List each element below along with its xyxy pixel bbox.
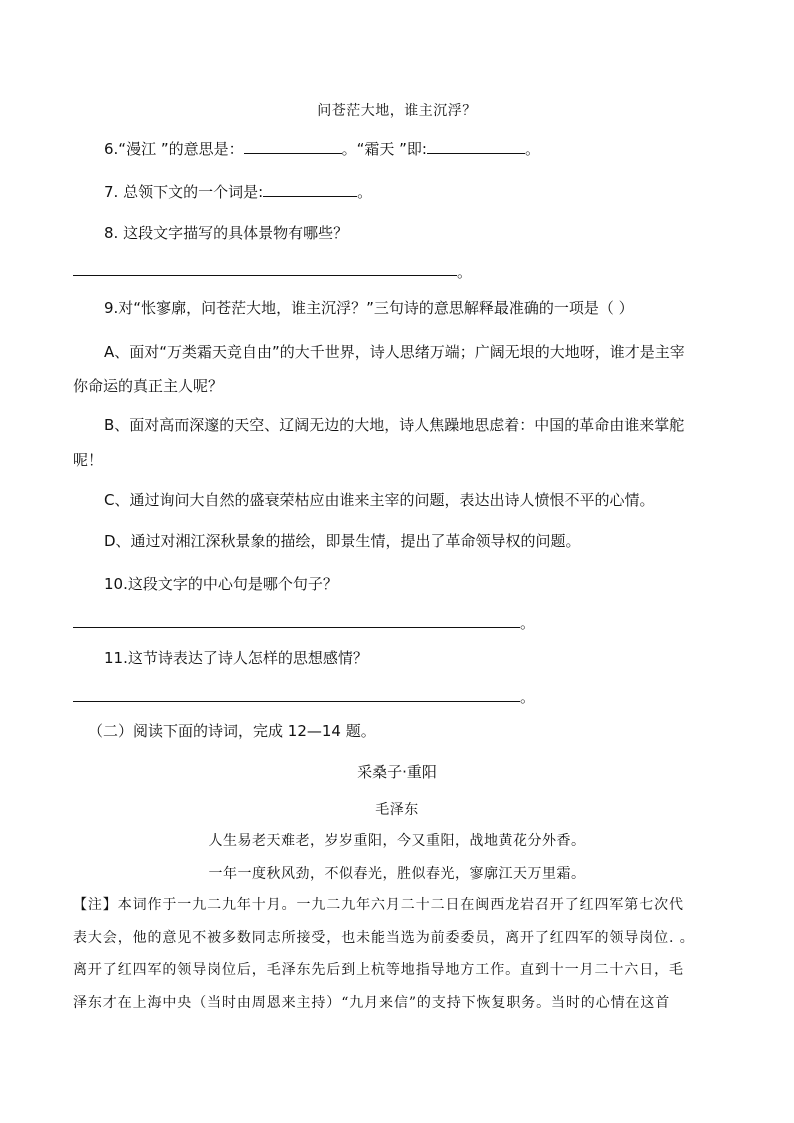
question-9: 9.对“怅寥廓，问苍茫大地，谁主沉浮？”三句诗的意思解释最准确的一项是（ ） <box>104 299 634 317</box>
poem-title: 采桑子·重阳 <box>357 763 437 781</box>
note-line-1: 【注】本词作于一九二九年十月。一九二九年六月二十二日在闽西龙岩召开了红四军第七次代 <box>73 897 684 913</box>
question-10: 10.这段文字的中心句是哪个句子？ <box>104 575 338 593</box>
q8-answer-line[interactable] <box>73 275 457 276</box>
q9-option-b-line2: 呢！ <box>73 451 104 469</box>
q9-option-c: C、通过询问大自然的盛衰荣枯应由谁来主宰的问题，表达出诗人愤恨不平的心情。 <box>104 491 655 509</box>
q9-option-b-line1: B、面对高而深邃的天空、辽阔无边的大地，诗人焦躁地思虑着：中国的革命由谁来掌舵 <box>104 416 685 434</box>
q10-answer-line[interactable] <box>73 627 520 628</box>
q9-option-a-line2: 你命运的真正主人呢？ <box>73 377 224 395</box>
q6-answer-blank-2[interactable] <box>427 139 525 154</box>
question-8: 8. 这段文字描写的具体景物有哪些？ <box>104 224 349 242</box>
q7-answer-blank[interactable] <box>263 182 357 197</box>
question-6 <box>104 139 540 159</box>
q6-text-1: 6.“漫江 ”的意思是： <box>104 140 244 158</box>
q6-answer-blank-1[interactable] <box>244 139 342 154</box>
q7-text-1: 7. 总领下文的一个词是: <box>104 183 264 201</box>
q9-option-d: D、通过对湘江深秋景象的描绘，即景生情，提出了革命领导权的问题。 <box>104 532 581 550</box>
poem-tail-line: 问苍茫大地，谁主沉浮？ <box>317 103 477 119</box>
poem-line-1: 人生易老天难老，岁岁重阳，今又重阳，战地黄花分外香。 <box>208 833 586 849</box>
q6-text-3: 。 <box>525 140 541 158</box>
q9-option-a-line1: A、面对“万类霜天竞自由”的大千世界，诗人思绪万端；广阔无垠的大地呀，谁才是主宰 <box>104 343 685 361</box>
note-line-3: 离开了红四军的领导岗位后，毛泽东先后到上杭等地指导地方工作。直到十一月二十六日，毛 <box>73 962 684 978</box>
note-line-4: 泽东才在上海中央（当时由周恩来主持）“九月来信”的支持下恢复职务。当时的心情在这首 <box>73 995 671 1011</box>
poem-author: 毛泽东 <box>375 802 419 818</box>
q6-text-2: 。“霜天 ”即: <box>341 140 427 158</box>
q11-answer-line[interactable] <box>73 701 520 702</box>
poem-line-2: 一年一度秋风劲，不似春光，胜似春光，寥廓江天万里霜。 <box>208 866 586 882</box>
q7-text-2: 。 <box>357 183 373 201</box>
question-7 <box>104 182 372 202</box>
q10-end-mark: 。 <box>520 614 536 632</box>
q11-end-mark: 。 <box>520 688 536 706</box>
section-2-heading: （二）阅读下面的诗词，完成 12—14 题。 <box>88 722 376 740</box>
question-11: 11.这节诗表达了诗人怎样的思想感情？ <box>104 649 368 667</box>
note-line-2: 表大会，他的意见不被多数同志所接受，也未能当选为前委委员，离开了红四军的领导岗位. 。 <box>73 930 695 946</box>
q8-end-mark: 。 <box>457 263 473 281</box>
